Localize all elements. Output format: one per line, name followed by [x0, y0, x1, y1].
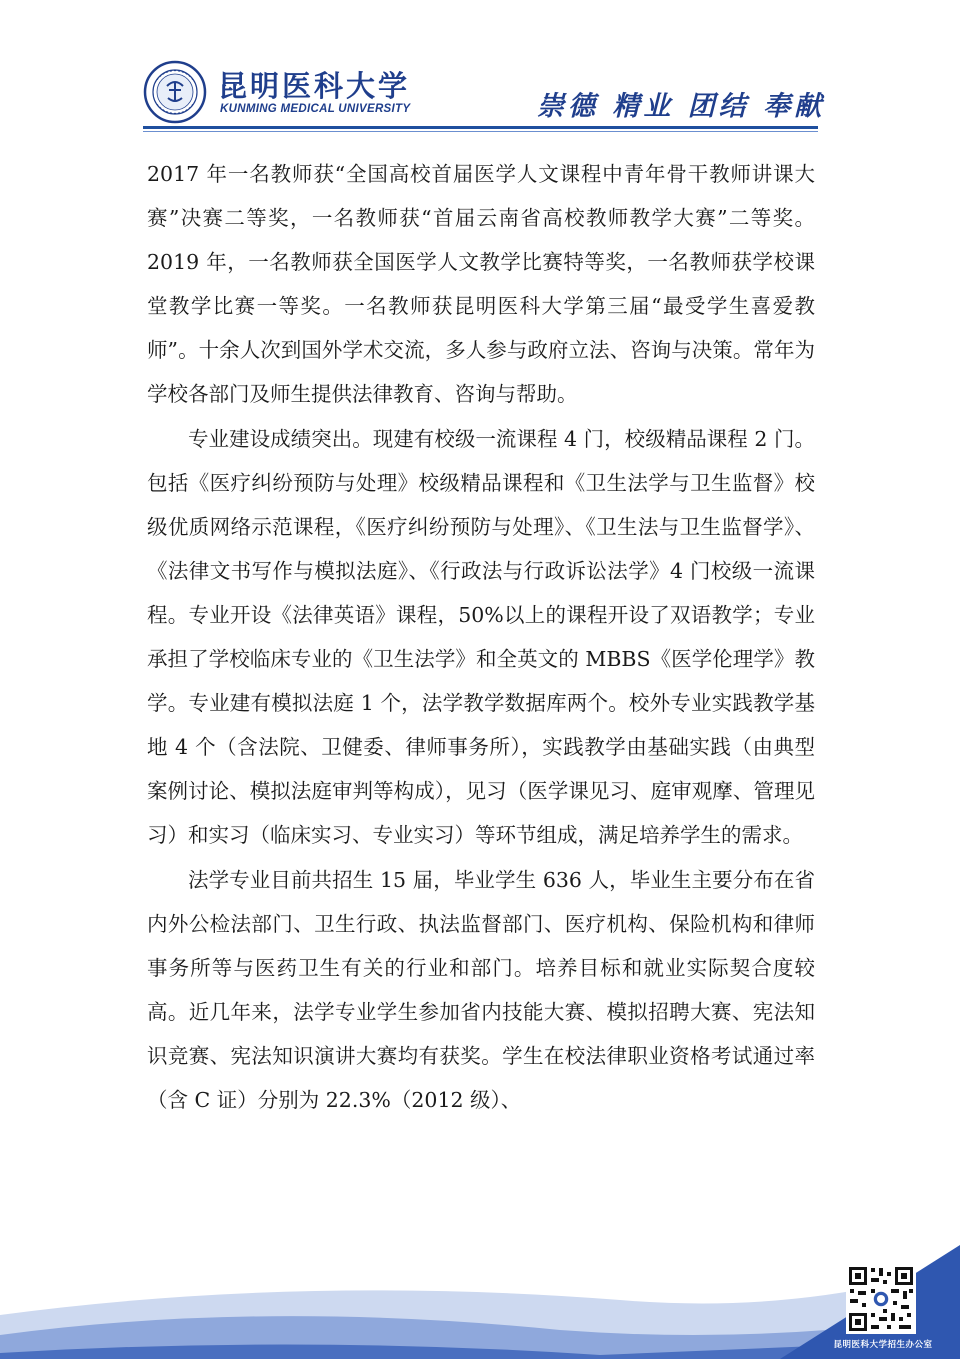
qr-code-icon	[846, 1264, 916, 1334]
school-name-en: KUNMING MEDICAL UNIVERSITY	[220, 103, 411, 115]
paragraph-1: 2017 年一名教师获“全国高校首届医学人文课程中青年骨干教师讲课大赛”决赛二等奖，一名教师获“首届云南省高校教师教学大赛”二等奖。2019 年，一名教师获全国医学人文教学比赛特等奖，一名教师获学校课堂教学比赛一等奖。一名教师获昆明医科大学第三届“最受学生喜爱教师”。十余人次到国外学术交流，多人参与政府立法、咨询与决策。常年为学校各部门及师生提供法律教育、咨询与帮助。	[147, 162, 815, 407]
document-body	[147, 152, 815, 1122]
paragraph-2: 专业建设成绩突出。现建有校级一流课程 4 门，校级精品课程 2 门。包括《医疗纠纷预防与处理》校级精品课程和《卫生法学与卫生监督》校级优质网络示范课程，《医疗纠纷预防与处理》、《卫生法与卫生监督学》、《法律文书写作与模拟法庭》、《行政法与行政诉讼法学》4 门校级一流课程。专业开设《法律英语》课程，50%以上的课程开设了双语教学；专业承担了学校临床专业的《卫生法学》和全英文的 MBBS《医学伦理学》教学。专业建有模拟法庭 1 个，法学教学数据库两个。校外专业实践教学基地 4 个（含法院、卫健委、律师事务所），实践教学由基础实践（由典型案例讨论、模拟法庭审判等构成），见习（医学课见习、庭审观摩、管理见习）和实习（临床实习、专业实习）等环节组成，满足培养学生的需求。	[147, 426, 815, 848]
footer-wave-decoration	[0, 1205, 960, 1359]
school-motto: 崇德 精业 团结 奉献	[537, 91, 826, 122]
qr-code	[846, 1264, 916, 1334]
university-seal-icon	[143, 60, 207, 124]
paragraph-3: 法学专业目前共招生 15 届，毕业学生 636 人，毕业生主要分布在省内外公检法部门、卫生行政、执法监督部门、医疗机构、保险机构和律师事务所等与医药卫生有关的行业和部门。培养目标和就业实际契合度较高。近几年来，法学专业学生参加省内技能大赛、模拟招聘大赛、宪法知识竞赛、宪法知识演讲大赛均有获奖。学生在校法律职业资格考试通过率（含 C 证）分别为 22.3%（2012 级）、	[147, 867, 815, 1112]
header-divider-thick	[143, 126, 818, 129]
school-name-cn: 昆明医科大学	[218, 69, 411, 103]
qr-caption: 昆明医科大学招生办公室	[833, 1340, 933, 1350]
header-divider-thin	[143, 131, 818, 132]
page-header	[0, 0, 960, 140]
